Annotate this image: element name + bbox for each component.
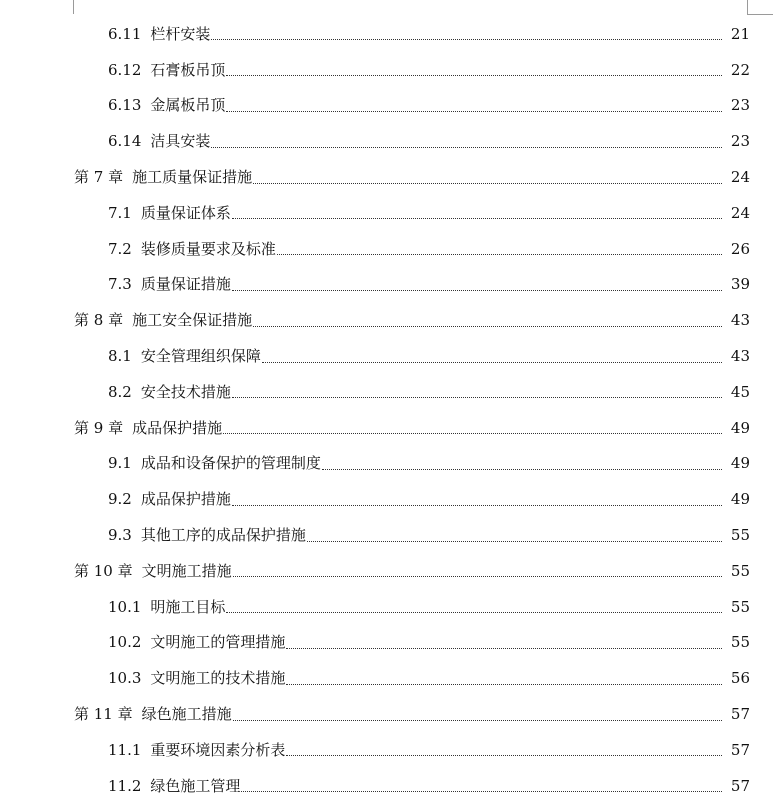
toc-entry-title: 质量保证措施 bbox=[140, 275, 231, 294]
toc-dot-leader bbox=[232, 505, 722, 506]
toc-entry-number: 10.2 bbox=[108, 633, 142, 652]
toc-page-number: 57 bbox=[730, 705, 750, 724]
toc-entry-number: 8.1 bbox=[108, 347, 132, 366]
toc-dot-leader bbox=[241, 791, 722, 792]
toc-section-entry[interactable] bbox=[0, 123, 778, 159]
toc-entry-title: 绿色施工管理 bbox=[150, 776, 241, 795]
toc-dot-leader bbox=[211, 147, 722, 148]
toc-page-number: 55 bbox=[730, 561, 750, 580]
toc-dot-leader bbox=[223, 433, 722, 434]
toc-page-number: 57 bbox=[730, 740, 750, 759]
table-of-contents bbox=[0, 16, 778, 804]
toc-entry-title: 文明施工的技术措施 bbox=[150, 669, 286, 688]
toc-dot-leader bbox=[232, 397, 722, 398]
toc-entry-number: 9.1 bbox=[108, 454, 132, 473]
toc-entry-number: 6.14 bbox=[108, 132, 142, 151]
toc-entry-title: 洁具安装 bbox=[150, 132, 211, 151]
crop-mark-top-left bbox=[73, 0, 74, 14]
toc-section-entry[interactable] bbox=[0, 589, 778, 625]
toc-entry-title: 安全技术措施 bbox=[140, 382, 231, 401]
toc-entry-number: 7.1 bbox=[108, 203, 132, 222]
toc-page-number: 49 bbox=[730, 490, 750, 509]
toc-page-number: 55 bbox=[730, 526, 750, 545]
toc-page-number: 26 bbox=[730, 239, 750, 258]
toc-entry-number: 第 8 章 bbox=[74, 311, 124, 330]
toc-entry-title: 质量保证体系 bbox=[140, 203, 231, 222]
toc-entry-number: 第 11 章 bbox=[74, 705, 133, 724]
toc-entry-number: 9.3 bbox=[108, 526, 132, 545]
toc-section-entry[interactable] bbox=[0, 16, 778, 52]
toc-entry-title: 安全管理组织保障 bbox=[140, 347, 261, 366]
toc-page-number: 55 bbox=[730, 597, 750, 616]
toc-page-number: 49 bbox=[730, 454, 750, 473]
toc-entry-number: 9.2 bbox=[108, 490, 132, 509]
toc-page-number: 55 bbox=[730, 633, 750, 652]
crop-mark-top-right-horizontal bbox=[747, 14, 773, 15]
toc-page-number: 57 bbox=[730, 776, 750, 795]
toc-entry-title: 石膏板吊顶 bbox=[150, 60, 226, 79]
toc-entry-title: 绿色施工措施 bbox=[141, 705, 232, 724]
toc-entry-title: 施工质量保证措施 bbox=[132, 168, 253, 187]
toc-section-entry[interactable] bbox=[0, 52, 778, 88]
toc-entry-title: 成品保护措施 bbox=[140, 490, 231, 509]
toc-page-number: 22 bbox=[730, 60, 750, 79]
toc-page-number: 24 bbox=[730, 203, 750, 222]
toc-dot-leader bbox=[262, 362, 722, 363]
toc-section-entry[interactable] bbox=[0, 231, 778, 267]
toc-page-number: 43 bbox=[730, 347, 750, 366]
toc-page-number: 45 bbox=[730, 382, 750, 401]
toc-section-entry[interactable] bbox=[0, 625, 778, 661]
toc-page-number: 23 bbox=[730, 132, 750, 151]
toc-entry-title: 栏杆安装 bbox=[150, 24, 211, 43]
toc-entry-title: 金属板吊顶 bbox=[150, 96, 226, 115]
toc-dot-leader bbox=[211, 39, 722, 40]
toc-section-entry[interactable] bbox=[0, 338, 778, 374]
toc-dot-leader bbox=[322, 469, 722, 470]
toc-section-entry[interactable] bbox=[0, 660, 778, 696]
toc-entry-number: 11.2 bbox=[108, 776, 142, 795]
toc-entry-title: 文明施工措施 bbox=[141, 561, 232, 580]
toc-page-number: 23 bbox=[730, 96, 750, 115]
toc-chapter-entry[interactable] bbox=[0, 553, 778, 589]
toc-entry-number: 7.3 bbox=[108, 275, 132, 294]
toc-entry-title: 成品和设备保护的管理制度 bbox=[140, 454, 321, 473]
toc-entry-title: 其他工序的成品保护措施 bbox=[140, 526, 306, 545]
toc-entry-title: 明施工目标 bbox=[150, 597, 226, 616]
toc-entry-number: 10.1 bbox=[108, 597, 142, 616]
toc-entry-number: 第 9 章 bbox=[74, 418, 124, 437]
toc-dot-leader bbox=[307, 541, 722, 542]
toc-entry-title: 重要环境因素分析表 bbox=[150, 740, 286, 759]
toc-dot-leader bbox=[226, 612, 722, 613]
toc-section-entry[interactable] bbox=[0, 517, 778, 553]
toc-entry-number: 10.3 bbox=[108, 669, 142, 688]
toc-entry-title: 文明施工的管理措施 bbox=[150, 633, 286, 652]
toc-dot-leader bbox=[233, 720, 722, 721]
toc-entry-number: 6.12 bbox=[108, 60, 142, 79]
toc-entry-title: 成品保护措施 bbox=[132, 418, 223, 437]
toc-section-entry[interactable] bbox=[0, 195, 778, 231]
toc-page-number: 21 bbox=[730, 24, 750, 43]
toc-page-number: 24 bbox=[730, 168, 750, 187]
toc-entry-title: 施工安全保证措施 bbox=[132, 311, 253, 330]
toc-section-entry[interactable] bbox=[0, 374, 778, 410]
crop-mark-top-right bbox=[747, 0, 748, 14]
toc-chapter-entry[interactable] bbox=[0, 159, 778, 195]
toc-dot-leader bbox=[226, 75, 722, 76]
toc-chapter-entry[interactable] bbox=[0, 410, 778, 446]
toc-entry-number: 7.2 bbox=[108, 239, 132, 258]
toc-entry-title: 装修质量要求及标准 bbox=[140, 239, 276, 258]
toc-entry-number: 8.2 bbox=[108, 382, 132, 401]
toc-section-entry[interactable] bbox=[0, 768, 778, 804]
toc-entry-number: 6.11 bbox=[108, 24, 142, 43]
toc-section-entry[interactable] bbox=[0, 481, 778, 517]
toc-dot-leader bbox=[232, 218, 722, 219]
toc-dot-leader bbox=[253, 326, 722, 327]
toc-page-number: 56 bbox=[730, 669, 750, 688]
toc-dot-leader bbox=[233, 576, 722, 577]
toc-section-entry[interactable] bbox=[0, 732, 778, 768]
toc-chapter-entry[interactable] bbox=[0, 696, 778, 732]
toc-dot-leader bbox=[286, 684, 722, 685]
toc-dot-leader bbox=[277, 254, 722, 255]
toc-entry-number: 11.1 bbox=[108, 740, 142, 759]
toc-entry-number: 6.13 bbox=[108, 96, 142, 115]
toc-dot-leader bbox=[232, 290, 722, 291]
toc-page-number: 43 bbox=[730, 311, 750, 330]
toc-chapter-entry[interactable] bbox=[0, 302, 778, 338]
toc-section-entry[interactable] bbox=[0, 88, 778, 124]
toc-section-entry[interactable] bbox=[0, 267, 778, 303]
toc-dot-leader bbox=[286, 648, 722, 649]
toc-dot-leader bbox=[226, 111, 722, 112]
toc-page-number: 49 bbox=[730, 418, 750, 437]
toc-section-entry[interactable] bbox=[0, 446, 778, 482]
toc-entry-number: 第 7 章 bbox=[74, 168, 124, 187]
toc-entry-number: 第 10 章 bbox=[74, 561, 133, 580]
toc-dot-leader bbox=[286, 755, 722, 756]
toc-dot-leader bbox=[253, 183, 722, 184]
toc-page-number: 39 bbox=[730, 275, 750, 294]
